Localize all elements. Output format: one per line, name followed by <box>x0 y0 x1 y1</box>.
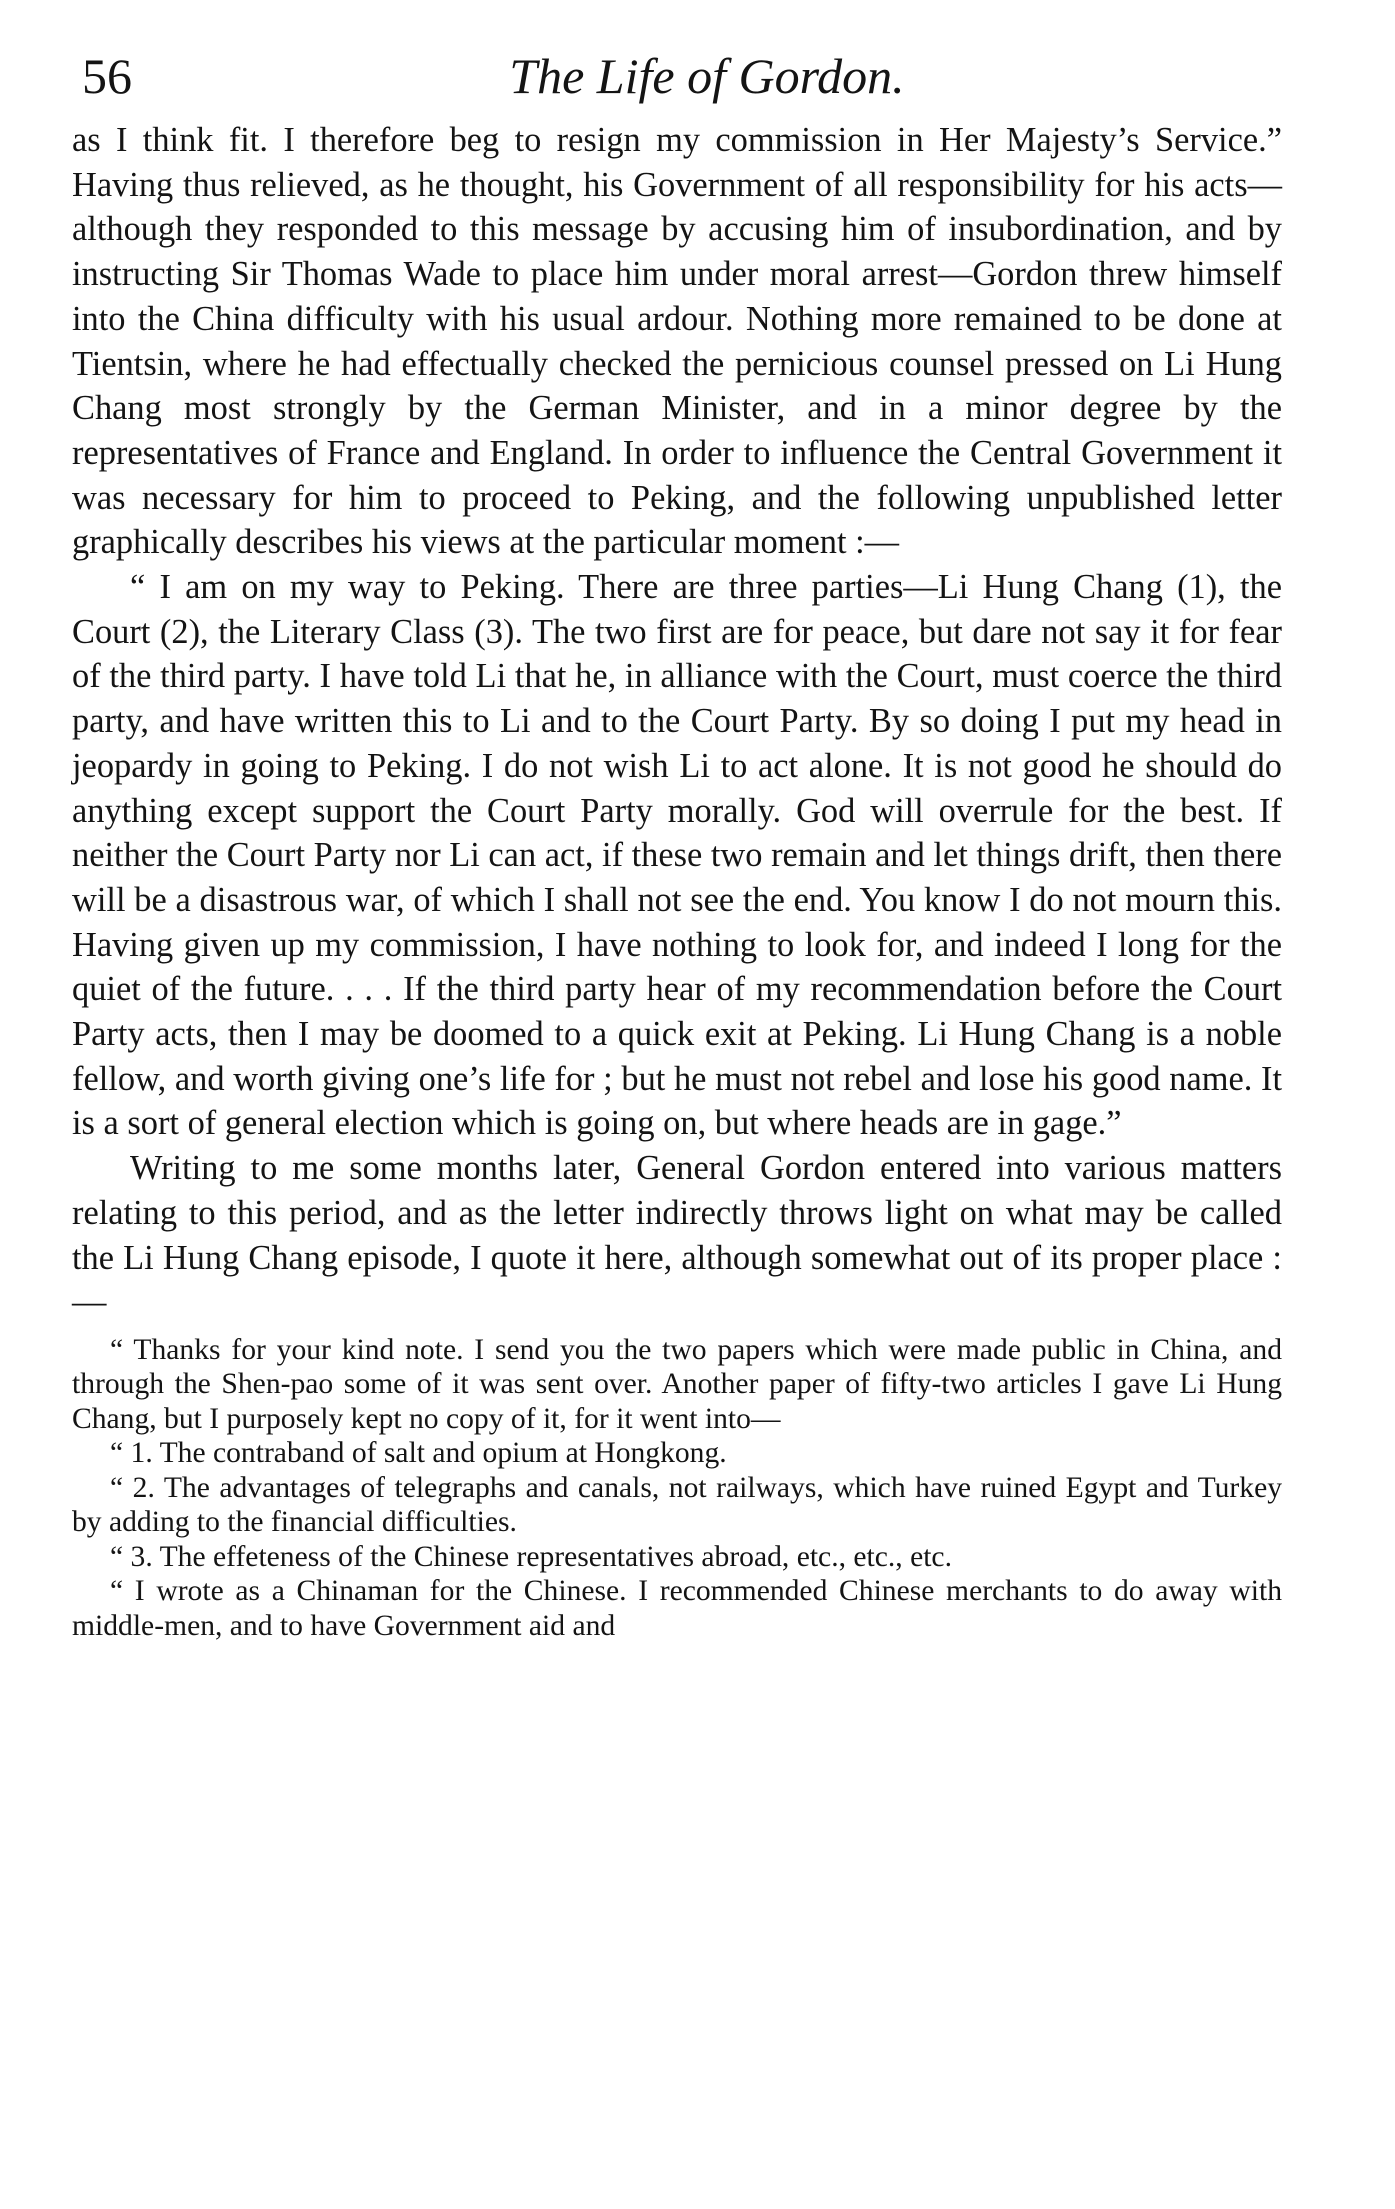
quote-paragraph: “ Thanks for your kind note. I send you the two papers which were made public in China, and through the Shen-pao some of it was sent over. Another paper of fifty-two articles I gave Li Hung Chang, but I purposely kept no copy of it, for it went into— <box>72 1333 1282 1435</box>
paragraph-letter-peking: “ I am on my way to Peking. There are three parties—Li Hung Chang (1), the Court (2), the Literary Class (3). The two first are for peace, but dare not say it for fear of the third party. I have told Li that he, in alliance with the Court, must coerce the third party, and have written this to Li and to the Court Party. By so doing I put my head in jeopardy in going to Peking. I do not wish Li to act alone. It is not good he should do anything except support the Court Party morally. God will overrule for the best. If neither the Court Party nor Li can act, if these two remain and let things drift, then there will be a disastrous war, of which I shall not see the end. You know I do not mourn this. Having given up my commission, I have nothing to look for, and indeed I long for the quiet of the future. . . . If the third party hear of my recommendation before the Court Party acts, then I may be doomed to a quick exit at Peking. Li Hung Chang is a noble fellow, and worth giving one’s life for ; but he must not rebel and lose his good name. It is a sort of general election which is going on, but where heads are in gage.” <box>72 568 1282 1143</box>
book-page <box>72 40 1282 1643</box>
page-number: 56 <box>82 48 132 104</box>
quote-item-1: “ 1. The contraband of salt and opium at Hongkong. <box>110 1437 727 1470</box>
quote-item-2: “ 2. The advantages of telegraphs and canals, not railways, which have ruined Egypt and Turkey by adding to the financial difficulties. <box>72 1471 1282 1539</box>
quoted-letter <box>72 1333 1282 1644</box>
paragraph-writing-to-me: Writing to me some months later, General Gordon entered into various matters relating to this period, and as the letter indirectly throws light on what may be called the Li Hung Chang episode, I quote it here, although somewhat out of its proper place :— <box>72 1149 1282 1322</box>
paragraph-continued: as I think fit. I therefore beg to resign my commission in Her Majesty’s Service.” Having thus relieved, as he thought, his Government of all responsibility for his acts—although they responded to this message by accusing him of insubordination, and by instructing Sir Thomas Wade to place him under moral arrest—Gordon threw himself into the China difficulty with his usual ardour. Nothing more remained to be done at Tientsin, where he had effectually checked the pernicious counsel pressed on Li Hung Chang most strongly by the German Minister, and in a minor degree by the representatives of France and England. In order to influence the Central Government it was necessary for him to proceed to Peking, and the following unpublished letter graphically describes his views at the particular moment :— <box>72 121 1282 562</box>
running-head <box>72 40 1282 112</box>
quote-item-3: “ 3. The effeteness of the Chinese representatives abroad, etc., etc., etc. <box>110 1540 952 1573</box>
body-text <box>72 118 1282 1325</box>
quote-paragraph-final: “ I wrote as a Chinaman for the Chinese. I recommended Chinese merchants to do away with middle-men, and to have Government aid and <box>72 1575 1282 1642</box>
running-title: The Life of Gordon. <box>509 48 905 104</box>
